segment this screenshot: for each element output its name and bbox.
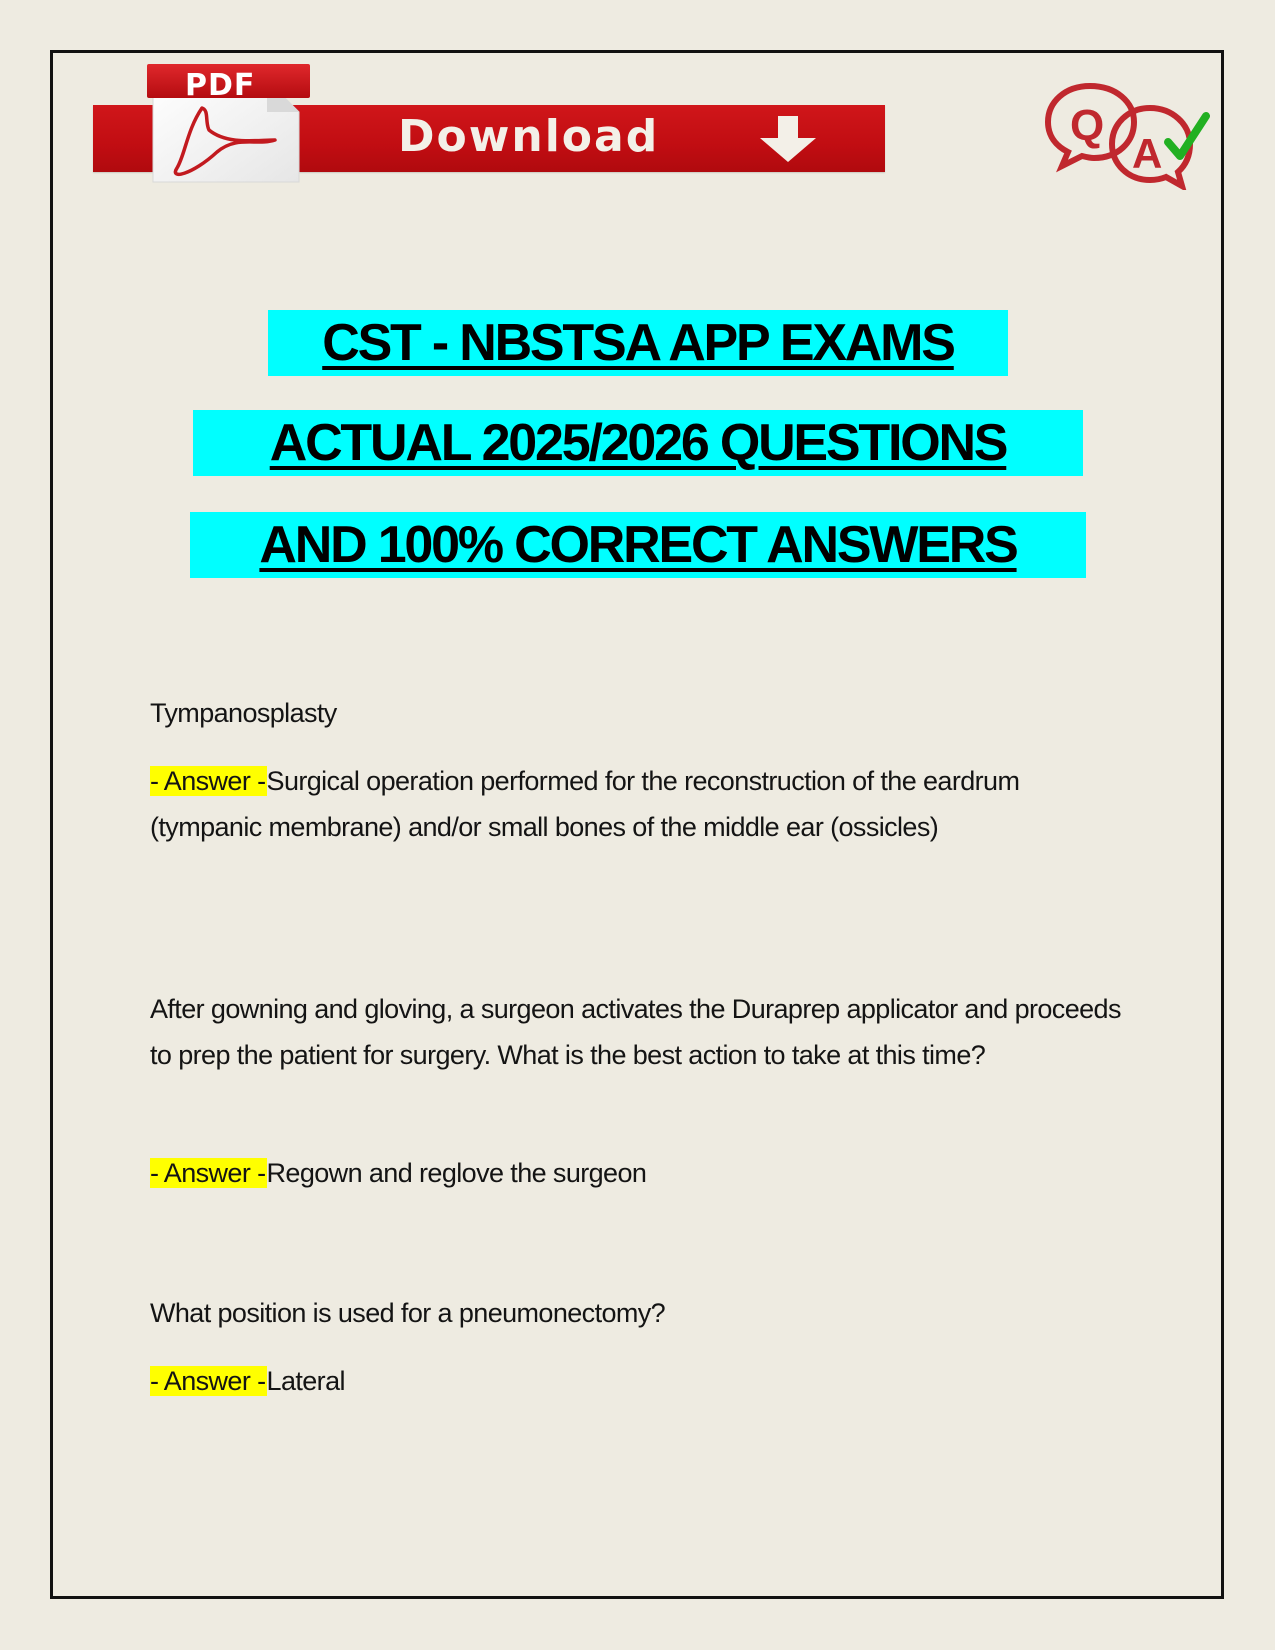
title-line-1: CST - NBSTSA APP EXAMS [268, 310, 1008, 376]
answer-prefix-highlight: - Answer - [150, 766, 266, 796]
svg-text:A: A [1132, 130, 1163, 177]
answer-3 [150, 1358, 345, 1404]
question-text: Tympanosplasty [150, 698, 337, 728]
answer-text: Regown and reglove the surgeon [266, 1158, 647, 1188]
pdf-download-banner[interactable] [93, 60, 885, 185]
pdf-tab [147, 64, 310, 103]
answer-prefix-highlight: - Answer - [150, 1366, 266, 1396]
answer-2 [150, 1150, 1125, 1196]
answer-prefix-highlight: - Answer - [150, 1158, 266, 1188]
qa-logo [1040, 78, 1210, 190]
answer-text: Surgical operation performed for the reconstruction of the eardrum (tympanic membrane) and/or small bones of the middle ear (ossicles) [150, 766, 1020, 842]
download-label: Download [398, 111, 660, 162]
download-arrow-icon [758, 116, 818, 164]
question-1 [150, 690, 337, 736]
answer-text: Lateral [266, 1366, 345, 1396]
svg-text:Q: Q [1070, 101, 1105, 150]
answer-1 [150, 758, 1125, 850]
pdf-file-icon [147, 60, 307, 185]
question-3 [150, 1290, 665, 1336]
title-line-3: AND 100% CORRECT ANSWERS [190, 512, 1086, 578]
question-text: What position is used for a pneumonectomy? [150, 1298, 666, 1328]
title-line-2: ACTUAL 2025/2026 QUESTIONS [193, 410, 1083, 476]
question-text: After gowning and gloving, a surgeon activates the Duraprep applicator and proceeds to prep the patient for surgery. What is the best action to take at this time? [150, 994, 1121, 1070]
question-2 [150, 986, 1125, 1078]
pdf-label: PDF [185, 68, 256, 103]
